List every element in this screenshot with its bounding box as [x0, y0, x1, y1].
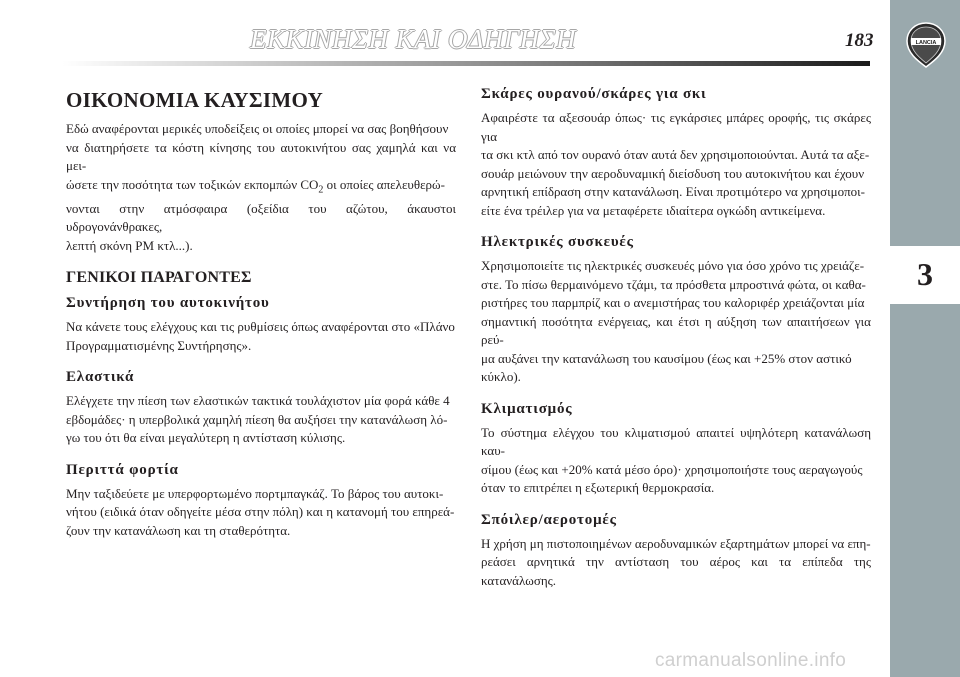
roof-racks-heading: Σκάρες ουρανού/σκάρες για σκι [481, 86, 707, 102]
spoilers-heading: Σπόιλερ/αεροτομές [481, 511, 617, 528]
air-conditioning-paragraph: Το σύστημα ελέγχου του κλιματισμού απαιτεί υψηλότερη κατανάλωση καυ- σίμου (έως και +20% κατά μέσο όρο)· χρησιμοποιήστε τους αεραγωγούς όταν το επιτρέπει η εξωτερική θερμοκρασία. [481, 424, 871, 495]
right-column [481, 86, 871, 590]
tyres-paragraph: Ελέγχετε την πίεση των ελαστικών τακτικά τουλάχιστον μία φορά κάθε 4 εβδομάδες· η υπερβολικά χαμηλή πίεση θα αυξήσει την κατανάλωση λό- γω του ότι θα είναι μεγαλύτερη η αντίσταση κύλισης. [66, 393, 450, 446]
intro-paragraph: Εδώ αναφέρονται μερικές υποδείξεις οι οποίες μπορεί να σας βοηθήσουν να διατηρήσετε τα κόστη κίνησης του αυτοκινήτου σας χαμηλά και να μει- ώσετε την ποσότητα των τοξικών εκπομπών $CO_2$ οι οποίες απελευθερώ- νονται στην ατμόσφαιρα (οξείδια του αζώτου, άκαυστοι υδρογονάνθρακες, λεπτή σκόνη PM κτλ...). [66, 121, 456, 253]
maintenance-paragraph: Να κάνετε τους ελέγχους και τις ρυθμίσεις όπως αναφέρονται στο «Πλάνο Προγραμματισμένης Συντήρησης». [66, 319, 455, 353]
running-title: ΕΚΚΙΝΗΣΗ ΚΑΙ ΟΔΗΓΗΣΗ [250, 24, 577, 54]
logo-text: LANCIA [915, 40, 937, 46]
section-title: ΟΙΚΟΝΟΜΙΑ ΚΑΥΣΙΜΟΥ [66, 88, 324, 112]
spoilers-paragraph: Η χρήση μη πιστοποιημένων αεροδυναμικών εξαρτημάτων μπορεί να επη- ρεάσει αρνητικά την αντίσταση του αέρος και τα επίπεδα της κατανάλωσης. [481, 535, 871, 588]
page-number: 183 [845, 30, 874, 51]
left-column [66, 88, 456, 540]
chapter-tab-strip [890, 0, 960, 677]
general-factors-heading: ΓΕΝΙΚΟΙ ΠΑΡΑΓΟΝΤΕΣ [66, 269, 252, 287]
loads-paragraph: Μην ταξιδεύετε με υπερφορτωμένο πορτμπαγκάζ. Το βάρος του αυτοκι- νήτου (ειδικά όταν οδηγείτε μέσα στην πόλη) και η κατανομή του επηρεά- ζουν την κατανάλωση και τη σταθερότητα. [66, 485, 455, 538]
roof-racks-paragraph: Αφαιρέστε τα αξεσουάρ όπως· τις εγκάρσιες μπάρες οροφής, τις σκάρες για τα σκι κτλ από τον ουρανό όταν αυτά δεν χρησιμοποιούνται. Αυτά τα αξε- σουάρ μειώνουν την αεροδυναμική διείσδυση του αυτοκινήτου και έχουν αρνητική επίδραση στην κατανάλωση. Είναι προτιμότερο να χρησιμοποι- είτε ένα τρέιλερ για να μεταφέρετε ιδιαίτερα ογκώδη αντικείμενα. [481, 110, 871, 218]
air-conditioning-heading: Κλιματισμός [481, 400, 573, 417]
loads-heading: Περιττά φορτία [66, 461, 179, 478]
electrical-devices-heading: Ηλεκτρικές συσκευές [481, 234, 634, 250]
maintenance-heading: Συντήρηση του αυτοκινήτου [66, 295, 270, 312]
chapter-number: 3 [917, 256, 933, 292]
tyres-heading: Ελαστικά [66, 369, 135, 386]
header-rule [62, 59, 870, 68]
lancia-logo [906, 22, 946, 68]
electrical-devices-paragraph: Χρησιμοποιείτε τις ηλεκτρικές συσκευές μόνο για όσο χρόνο τις χρειάζε- στε. Το πίσω θερμαινόμενο τζάμι, τα πρόσθετα μπροστινά φώτα, οι καθα- ριστήρες του παρμπρίζ και ο ανεμιστήρας του καλοριφέρ χρειάζονται μία σημαντική ποσότητα ενέργειας, και έτσι η αύξηση των απαιτήσεων για ρεύ- μα αυξάνει την κατανάλωση του καυσίμου (έως και +25% στον αστικό κύκλο). [481, 258, 871, 384]
watermark: carmanualsonline.info [655, 650, 847, 671]
